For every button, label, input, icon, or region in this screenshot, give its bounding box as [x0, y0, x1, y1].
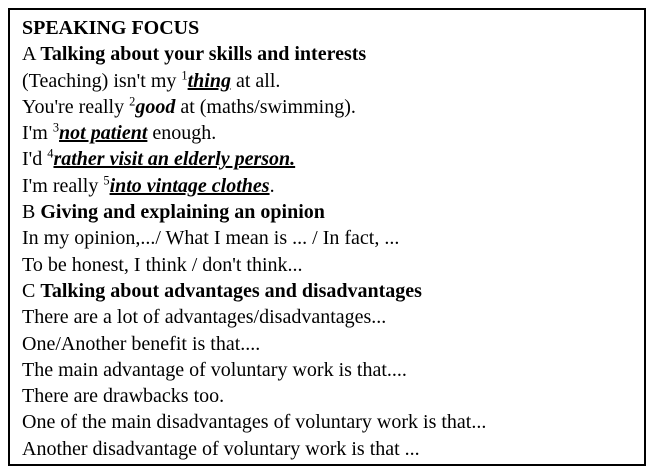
text-run: One of the main disadvantages of voluntary work is that...	[22, 411, 487, 434]
text-run: .	[269, 174, 275, 197]
text-line	[22, 41, 634, 67]
superscript-number: 2	[129, 94, 136, 109]
superscript-number: 5	[103, 173, 110, 188]
text-run: I'd	[22, 148, 48, 171]
text-run: The main advantage of voluntary work is that....	[22, 358, 407, 381]
text-run: I'm really	[22, 174, 104, 197]
text-run: In my opinion,.../ What I mean is ... / In fact, ...	[22, 227, 400, 250]
text-line	[22, 383, 634, 409]
text-line	[22, 409, 634, 435]
text-run: You're really	[22, 95, 130, 118]
text-line	[22, 68, 634, 94]
speaking-focus-box	[8, 8, 646, 466]
text-run: (Teaching) isn't my	[22, 69, 182, 92]
text-run: A	[22, 43, 41, 66]
text-run: Talking about your skills and interests	[40, 43, 367, 66]
superscript-number: 3	[52, 120, 60, 135]
text-run: thing	[187, 69, 231, 92]
text-run: SPEAKING FOCUS	[22, 17, 200, 39]
text-line	[22, 94, 634, 120]
text-run: Another disadvantage of voluntary work is that ...	[22, 437, 420, 460]
text-line	[22, 15, 634, 41]
text-line	[22, 120, 634, 146]
text-line	[22, 173, 634, 199]
text-run: into vintage clothes	[109, 174, 270, 197]
text-run: One/Another benefit is that....	[22, 332, 261, 355]
superscript-number: 1	[181, 67, 188, 82]
text-run: To be honest, I think / don't think...	[22, 253, 303, 276]
superscript-number: 4	[47, 146, 54, 161]
text-line	[22, 304, 634, 330]
text-line	[22, 331, 634, 357]
text-run: There are a lot of advantages/disadvantages...	[22, 306, 387, 329]
text-run: Giving and explaining an opinion	[40, 201, 325, 224]
text-line	[22, 199, 634, 225]
text-run: enough.	[147, 122, 217, 145]
text-run: at all.	[230, 69, 281, 92]
text-line	[22, 146, 634, 172]
text-line	[22, 436, 634, 462]
text-run: at (maths/swimming).	[175, 95, 356, 118]
text-line	[22, 252, 634, 278]
text-run: B	[22, 201, 41, 224]
text-run: good	[135, 95, 176, 118]
text-run: rather visit an elderly person.	[53, 148, 296, 171]
text-run: I'm	[22, 122, 53, 145]
text-run: not patient	[59, 122, 148, 145]
text-line	[22, 357, 634, 383]
text-line	[22, 225, 634, 251]
text-run: There are drawbacks too.	[22, 385, 225, 408]
text-run: Talking about advantages and disadvantages	[40, 279, 422, 302]
text-run: C	[22, 279, 41, 302]
text-line	[22, 278, 634, 304]
